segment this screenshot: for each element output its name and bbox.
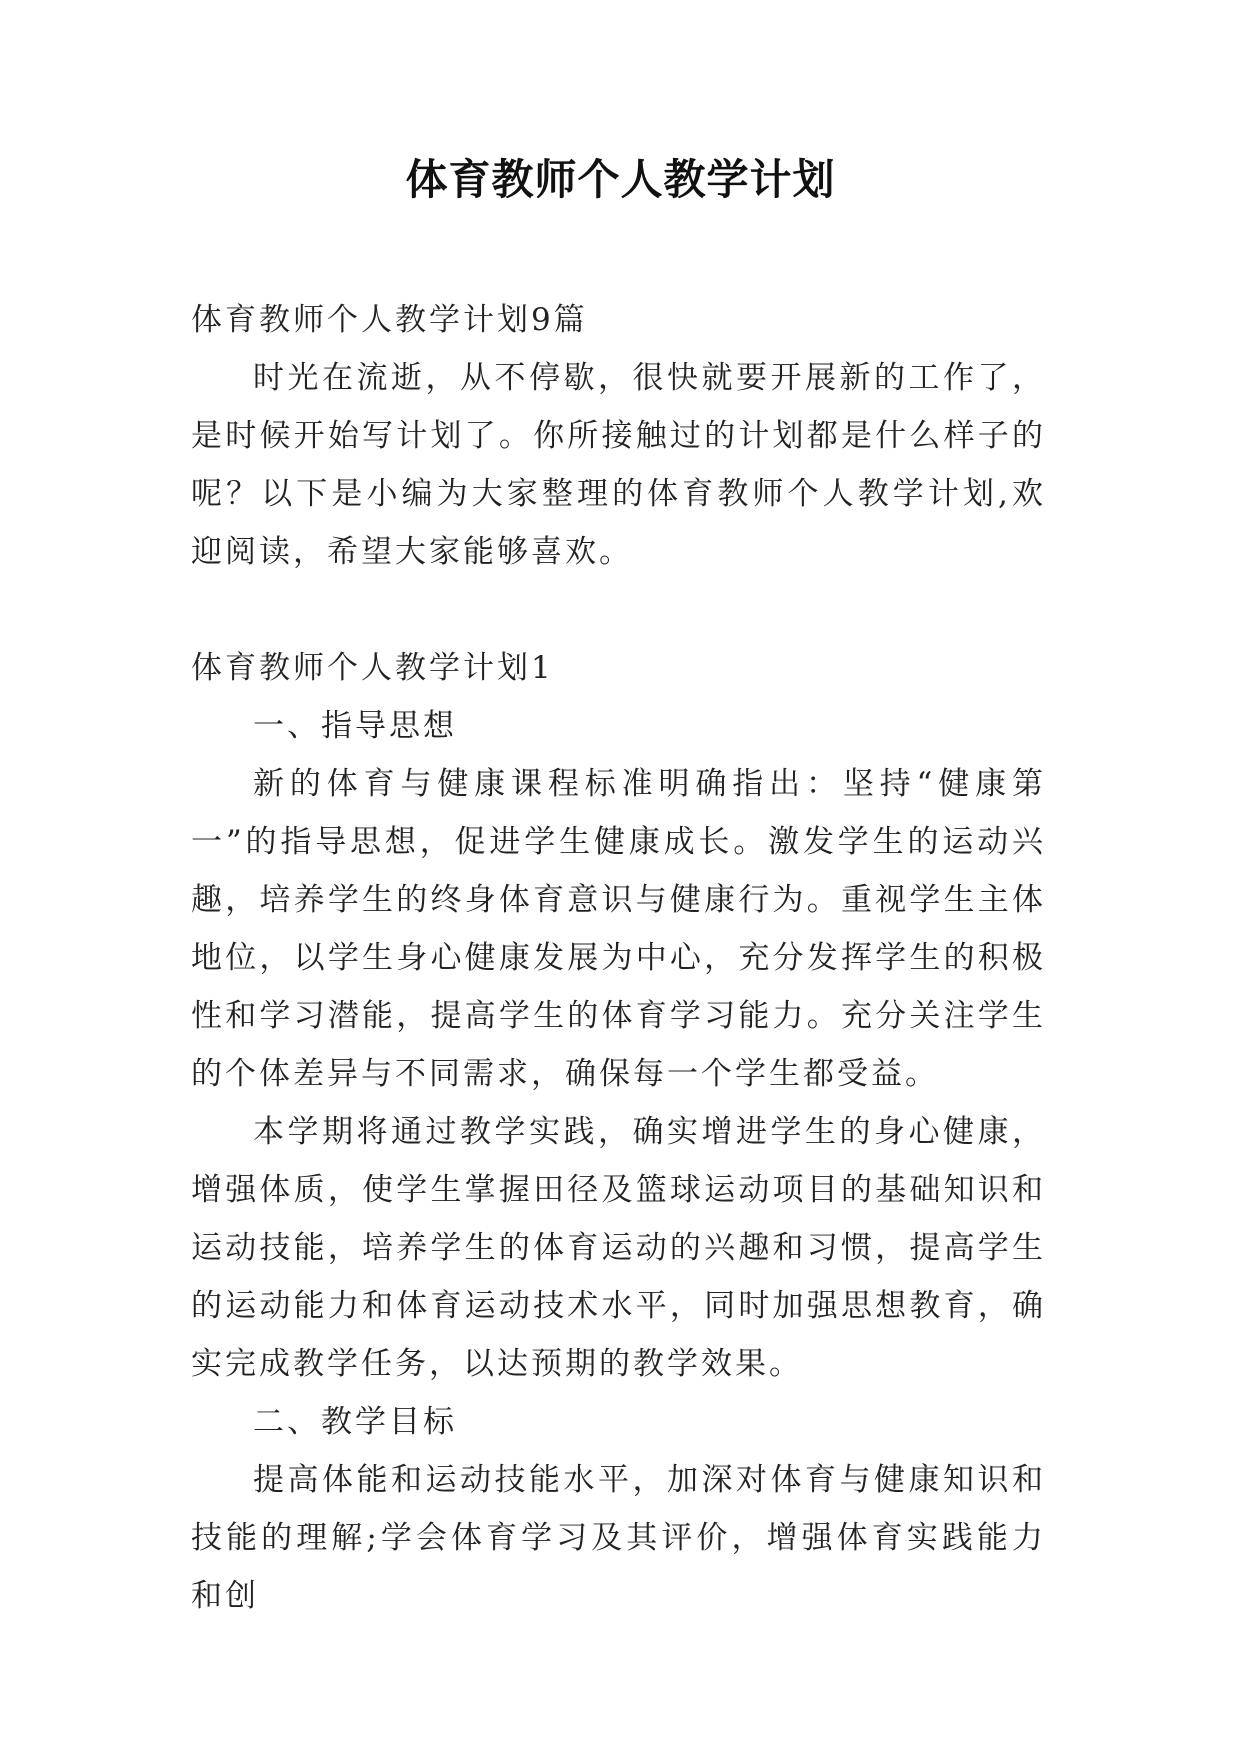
heading-teaching-goals: 二、教学目标	[253, 1404, 457, 1440]
paragraph-guiding-ideology: 新的体育与健康课程标准明确指出：坚持“健康第一”的指导思想，促进学生健康成长。激发学生的运动兴趣，培养学生的终身体育意识与健康行为。重视学生主体地位，以学生身心健康发展为中心，充分发挥学生的积极性和学习潜能，提高学生的体育学习能力。充分关注学生的个体差异与不同需求，确保每一个学生都受益。	[191, 766, 1046, 1092]
section-title: 体育教师个人教学计划1	[191, 650, 554, 686]
section-spacer	[191, 581, 1046, 639]
document-body	[191, 291, 1046, 1625]
document-subtitle: 体育教师个人教学计划9篇	[191, 302, 588, 338]
intro-paragraph: 时光在流逝，从不停歇，很快就要开展新的工作了，是时候开始写计划了。你所接触过的计划都是什么样子的呢？以下是小编为大家整理的体育教师个人教学计划,欢迎阅读，希望大家能够喜欢。	[191, 360, 1046, 570]
paragraph-semester-plan: 本学期将通过教学实践，确实增进学生的身心健康，增强体质，使学生掌握田径及篮球运动项目的基础知识和运动技能，培养学生的体育运动的兴趣和习惯，提高学生的运动能力和体育运动技术水平，同时加强思想教育，确实完成教学任务，以达预期的教学效果。	[191, 1114, 1046, 1382]
paragraph-teaching-goals: 提高体能和运动技能水平，加深对体育与健康知识和技能的理解;学会体育学习及其评价，增强体育实践能力和创	[191, 1462, 1046, 1614]
document-title: 体育教师个人教学计划	[405, 155, 836, 204]
heading-guiding-ideology: 一、指导思想	[253, 708, 457, 744]
